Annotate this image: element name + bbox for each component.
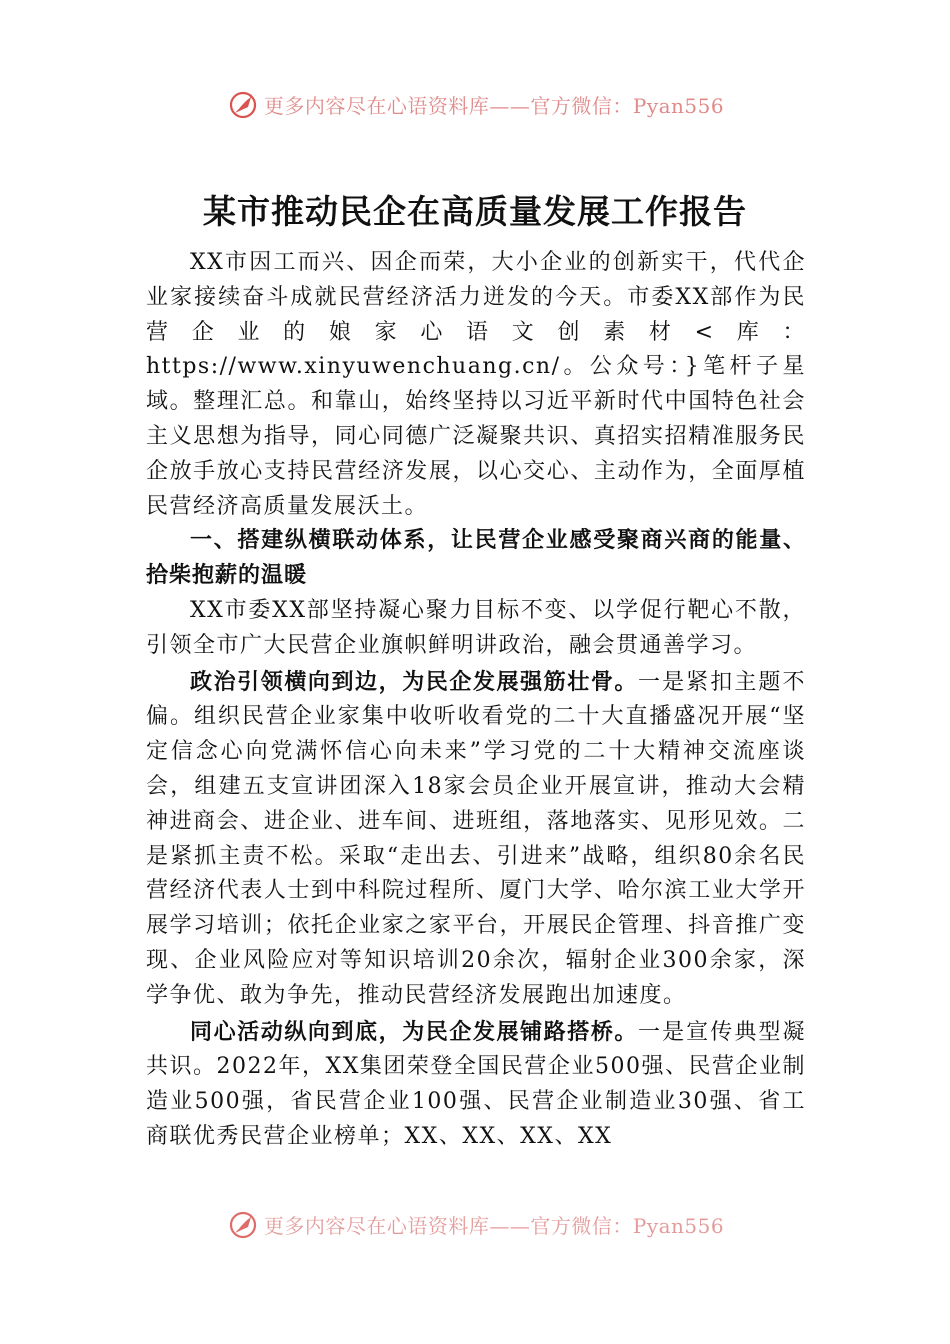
paragraph-unity-activities — [146, 1016, 806, 1155]
document-body — [146, 246, 806, 1155]
paragraph-intro: XX市因工而兴、因企而荣，大小企业的创新实干，代代企业家接续奋斗成就民营经济活力迸发的今天。市委XX部作为民营企业的娘家心语文创素材<库：https://www.xinyuwenchuang.cn/。公众号：}笔杆子星域。整理汇总。和靠山，始终坚持以习近平新时代中国特色社会主义思想为指导，同心同德广泛凝聚共识、真招实招精准服务民企放手放心支持民营经济发展，以心交心、主动作为，全面厚植民营经济高质量发展沃土。 — [146, 250, 806, 519]
watermark-text-top: 更多内容尽在心语资料库——官方微信：Pyan556 — [263, 93, 725, 118]
paragraph-text: 一是宣传典型凝共识。2022年，XX集团荣登全国民营企业500强、民营企业制造业500强，省民营企业100强、民营企业制造业30强、省工商联优秀民营企业榜单；XX、XX、XX、XX — [146, 1019, 806, 1149]
document-title: 某市推动民企在高质量发展工作报告 — [203, 192, 747, 231]
paragraph-section-intro: XX市委XX部坚持凝心聚力目标不变、以学促行靶心不散，引领全市广大民营企业旗帜鲜明讲政治，融会贯通善学习。 — [146, 597, 806, 658]
watermark-banner-top — [0, 84, 950, 124]
paragraph-political-guidance — [146, 666, 806, 1014]
paragraph-text: 一是紧扣主题不偏。组织民营企业家集中收听收看党的二十大直播盛况开展“坚定信念心向党满怀信心向未来”学习党的二十大精神交流座谈会，组建五支宣讲团深入18家会员企业开展宣讲，推动大会精神进商会、进企业、进车间、进班组，落地落实、见形见效。二是紧抓主责不松。采取“走出去、引进来”战略，组织80余名民营经济代表人士到中科院过程所、厦门大学、哈尔滨工业大学开展学习培训；依托企业家之家平台，开展民企管理、抖音推广变现、企业风险应对等知识培训20余次，辐射企业300余家，深学争优、敢为争先，推动民营经济发展跑出加速度。 — [146, 669, 806, 1008]
paragraph-lead: 同心活动纵向到底，为民企发展铺路搭桥。 — [190, 1019, 638, 1045]
watermark-text-bottom: 更多内容尽在心语资料库——官方微信：Pyan556 — [263, 1213, 725, 1238]
quill-logo-icon — [226, 87, 260, 121]
paragraph-lead: 政治引领横向到边，为民企发展强筋壮骨。 — [190, 669, 638, 695]
quill-logo-icon — [226, 1207, 260, 1241]
section-heading-1: 一、搭建纵横联动体系，让民营企业感受聚商兴商的能量、拾柴抱薪的温暖 — [146, 528, 806, 589]
watermark-banner-bottom — [0, 1204, 950, 1244]
